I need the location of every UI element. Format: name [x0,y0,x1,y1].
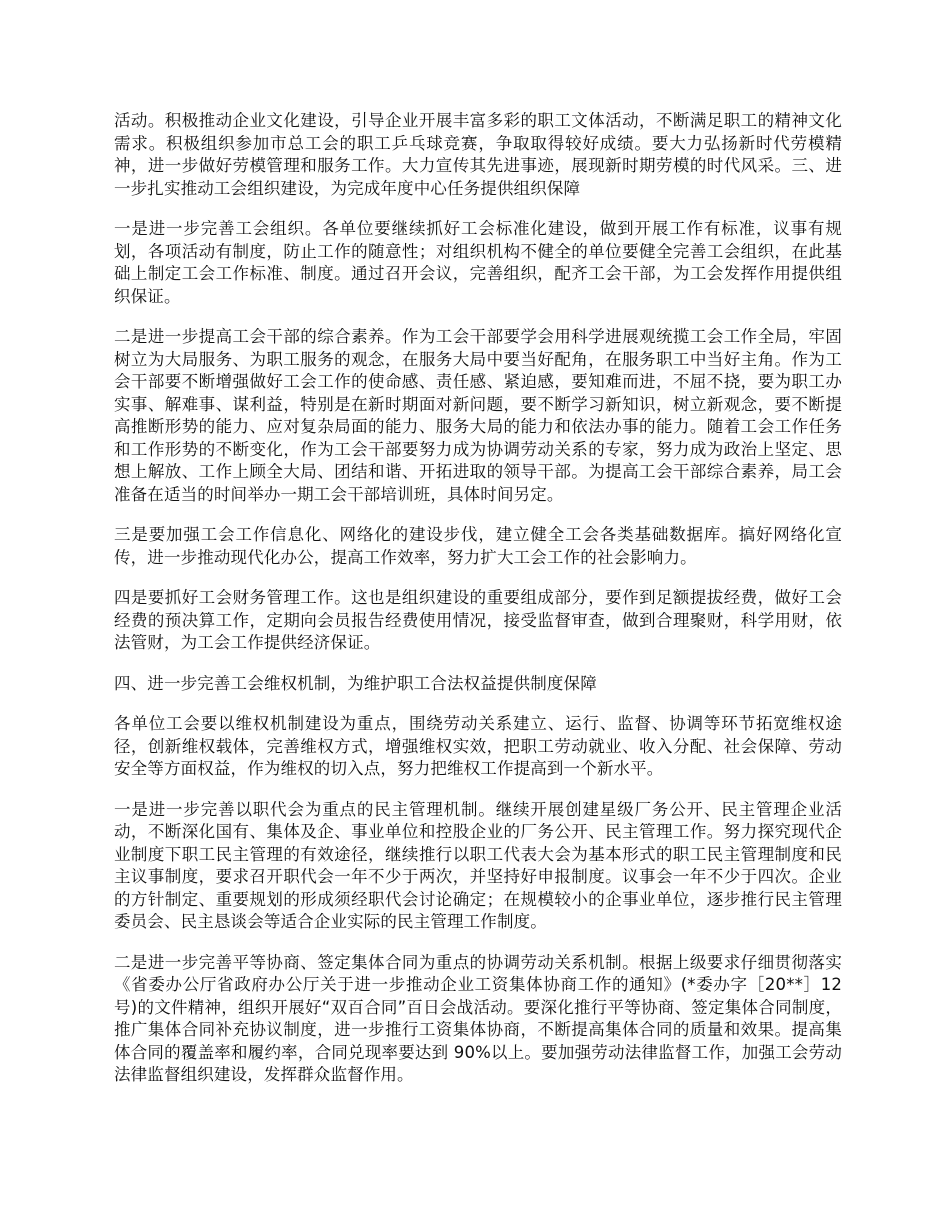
paragraph: 二是进一步完善平等协商、签定集体合同为重点的协调劳动关系机制。根据上级要求仔细贯彻落实《省委办公厅省政府办公厅关于进一步推动企业工资集体协商工作的通知》(*委办字［20**］12 号)的文件精神，组织开展好“双百合同”百日会战活动。要深化推行平等协商、签定集体合同制度，推广集体合同补充协议制度，进一步推行工资集体协商，不断提高集体合同的质量和效果。提高集体合同的覆盖率和履约率，合同兑现率要达到 90%以上。要加强劳动法律监督工作，加强工会劳动法律监督组织建设，发挥群众监督作用。 [114,952,842,1084]
document-body [114,110,842,1105]
paragraph: 四是要抓好工会财务管理工作。这也是组织建设的重要组成部分，要作到足额提拔经费，做好工会经费的预决算工作，定期向会员报告经费使用情况，接受监督审查，做到合理聚财，科学用财，依法管财，为工会工作提供经济保证。 [114,588,842,652]
paragraph: 三是要加强工会工作信息化、网络化的建设步伐，建立健全工会各类基础数据库。搞好网络化宣传，进一步推动现代化办公，提高工作效率，努力扩大工会工作的社会影响力。 [114,525,842,567]
paragraph: 一是进一步完善以职代会为重点的民主管理机制。继续开展创建星级厂务公开、民主管理企业活动，不断深化国有、集体及企、事业单位和控股企业的厂务公开、民主管理工作。努力探究现代企业制度下职工民主管理的有效途径，继续推行以职工代表大会为基本形式的职工民主管理制度和民主议事制度，要求召开职代会一年不少于两次，并坚持好申报制度。议事会一年不少于四次。企业的方针制定、重要规划的形成须经职代会讨论确定；在规模较小的企事业单位，逐步推行民主管理委员会、民主恳谈会等适合企业实际的民主管理工作制度。 [114,799,842,931]
paragraph: 一是进一步完善工会组织。各单位要继续抓好工会标准化建设，做到开展工作有标准，议事有规划，各项活动有制度，防止工作的随意性；对组织机构不健全的单位要健全完善工会组织，在此基础上制定工会工作标准、制度。通过召开会议，完善组织，配齐工会干部，为工会发挥作用提供组织保证。 [114,219,842,306]
paragraph: 各单位工会要以维权机制建设为重点，围绕劳动关系建立、运行、监督、协调等环节拓宽维权途径，创新维权载体，完善维权方式，增强维权实效，把职工劳动就业、收入分配、社会保障、劳动安全等方面权益，作为维权的切入点，努力把维权工作提高到一个新水平。 [114,714,842,778]
paragraph: 活动。积极推动企业文化建设，引导企业开展丰富多彩的职工文体活动，不断满足职工的精神文化需求。积极组织参加市总工会的职工乒乓球竞赛，争取取得较好成绩。要大力弘扬新时代劳模精神，进一步做好劳模管理和服务工作。大力宣传其先进事迹，展现新时期劳模的时代风采。三、进一步扎实推动工会组织建设，为完成年度中心任务提供组织保障 [114,111,842,198]
section-heading: 四、进一步完善工会维权机制，为维护职工合法权益提供制度保障 [114,673,597,693]
paragraph: 二是进一步提高工会干部的综合素养。作为工会干部要学会用科学进展观统揽工会工作全局，牢固树立为大局服务、为职工服务的观念，在服务大局中要当好配角，在服务职工中当好主角。作为工会干部要不断增强做好工会工作的使命感、责任感、紧迫感，要知难而进，不屈不挠，要为职工办实事、解难事、谋利益，特别是在新时期面对新问题，要不断学习新知识，树立新观念，要不断提高推断形势的能力、应对复杂局面的能力、服务大局的能力和依法办事的能力。随着工会工作任务和工作形势的不断变化，作为工会干部要努力成为协调劳动关系的专家，努力成为政治上坚定、思想上解放、工作上顾全大局、团结和谐、开拓进取的领导干部。为提高工会干部综合素养，局工会准备在适当的时间举办一期工会干部培训班，具体时间另定。 [114,327,842,504]
